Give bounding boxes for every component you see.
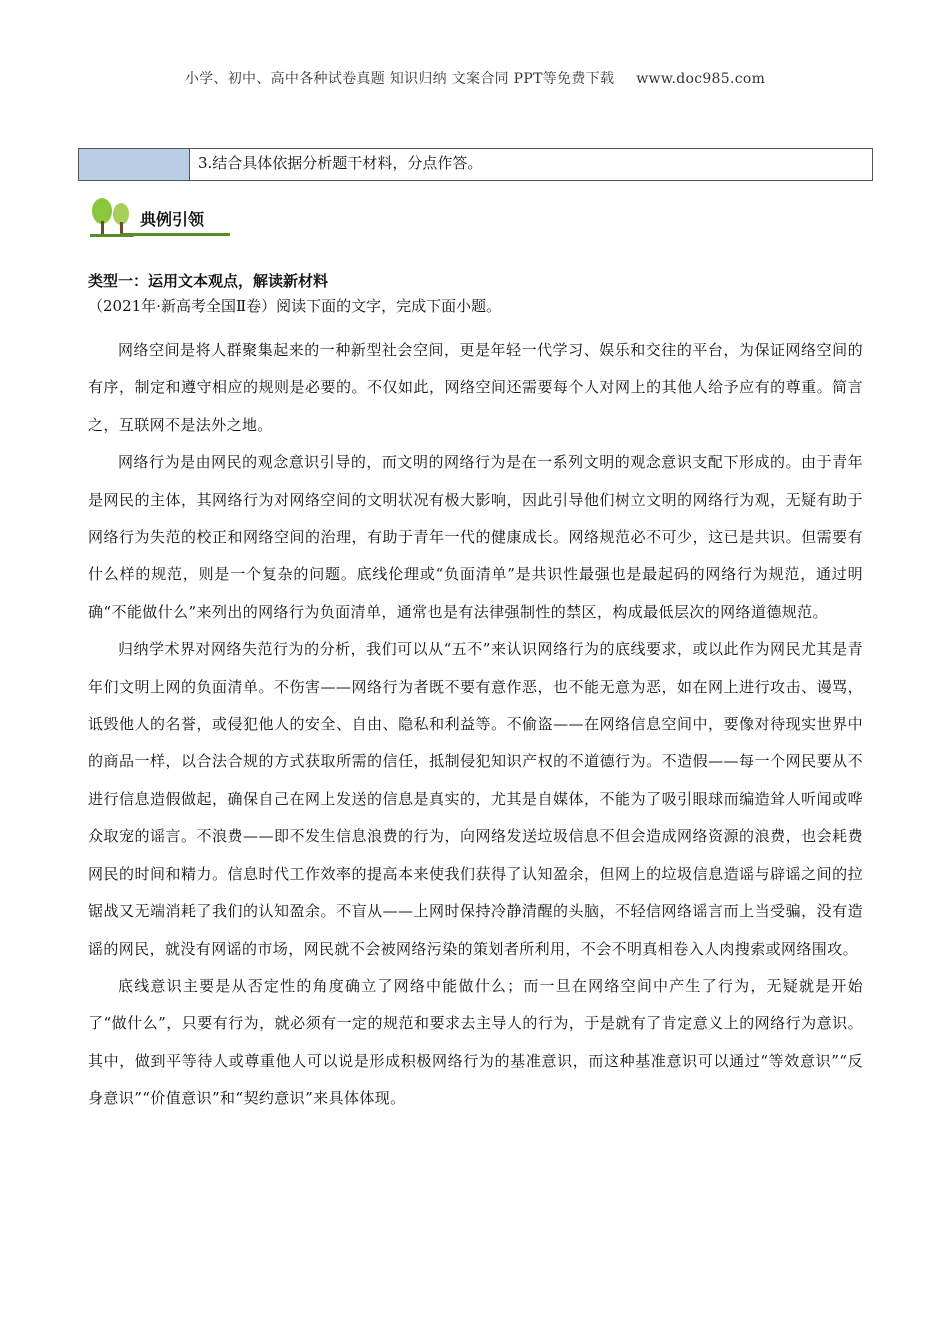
section-banner	[88, 197, 238, 239]
article-body	[88, 332, 863, 1118]
header-site-link[interactable]: www.doc985.com	[636, 71, 766, 87]
header-text: 小学、初中、高中各种试卷真题 知识归纳 文案合同 PPT等免费下载	[184, 71, 615, 87]
source-line: （2021年·新高考全国Ⅱ卷）阅读下面的文字，完成下面小题。	[88, 297, 502, 315]
section-title: 典例引领	[140, 210, 205, 229]
section-underline	[120, 233, 230, 236]
method-table	[78, 148, 873, 181]
article-paragraph: 网络行为是由网民的观念意识引导的，而文明的网络行为是在一系列文明的观念意识支配下形成的。由于青年是网民的主体，其网络行为对网络空间的文明状况有极大影响，因此引导他们树立文明的网络行为观，无疑有助于网络行为失范的校正和网络空间的治理，有助于青年一代的健康成长。网络规范必不可少，这已是共识。但需要有什么样的规范，则是一个复杂的问题。底线伦理或“负面清单”是共识性最强也是最起码的网络行为规范，通过明确“不能做什么”来列出的网络行为负面清单，通常也是有法律强制性的禁区，构成最低层次的网络道德规范。	[88, 453, 863, 621]
table-content-cell: 3.结合具体依据分析题干材料，分点作答。	[198, 154, 483, 172]
type-heading: 类型一：运用文本观点，解读新材料	[88, 272, 329, 290]
page-header	[0, 68, 950, 88]
article-paragraph: 网络空间是将人群聚集起来的一种新型社会空间，更是年轻一代学习、娱乐和交往的平台，为保证网络空间的有序，制定和遵守相应的规则是必要的。不仅如此，网络空间还需要每个人对网上的其他人给予应有的尊重。简言之，互联网不是法外之地。	[88, 341, 863, 434]
article-paragraph: 底线意识主要是从否定性的角度确立了网络中能做什么；而一旦在网络空间中产生了行为，无疑就是开始了“做什么”，只要有行为，就必须有一定的规范和要求去主导人的行为，于是就有了肯定意义上的网络行为意识。其中，做到平等待人或尊重他人可以说是形成积极网络行为的基准意识，而这种基准意识可以通过“等效意识”“反身意识”“价值意识”和“契约意识”来具体体现。	[88, 976, 863, 1108]
table-label-cell	[79, 149, 190, 180]
article-paragraph: 归纳学术界对网络失范行为的分析，我们可以从“五不”来认识网络行为的底线要求，或以此作为网民尤其是青年们文明上网的负面清单。不伤害——网络行为者既不要有意作恶，也不能无意为恶，如在网上进行攻击、谩骂，诋毁他人的名誉，或侵犯他人的安全、自由、隐私和利益等。不偷盗——在网络信息空间中，要像对待现实世界中的商品一样，以合法合规的方式获取所需的信任，抵制侵犯知识产权的不道德行为。不造假——每一个网民要从不进行信息造假做起，确保自己在网上发送的信息是真实的，尤其是自媒体，不能为了吸引眼球而编造耸人听闻或哗众取宠的谣言。不浪费——即不发生信息浪费的行为，向网络发送垃圾信息不但会造成网络资源的浪费，也会耗费网民的时间和精力。信息时代工作效率的提高本来使我们获得了认知盈余，但网上的垃圾信息造谣与辟谣之间的拉锯战又无端消耗了我们的认知盈余。不盲从——上网时保持冷静清醒的头脑，不轻信网络谣言而上当受骗，没有造谣的网民，就没有网谣的市场，网民就不会被网络污染的策划者所利用，不会不明真相卷入人肉搜索或网络围攻。	[88, 640, 863, 958]
